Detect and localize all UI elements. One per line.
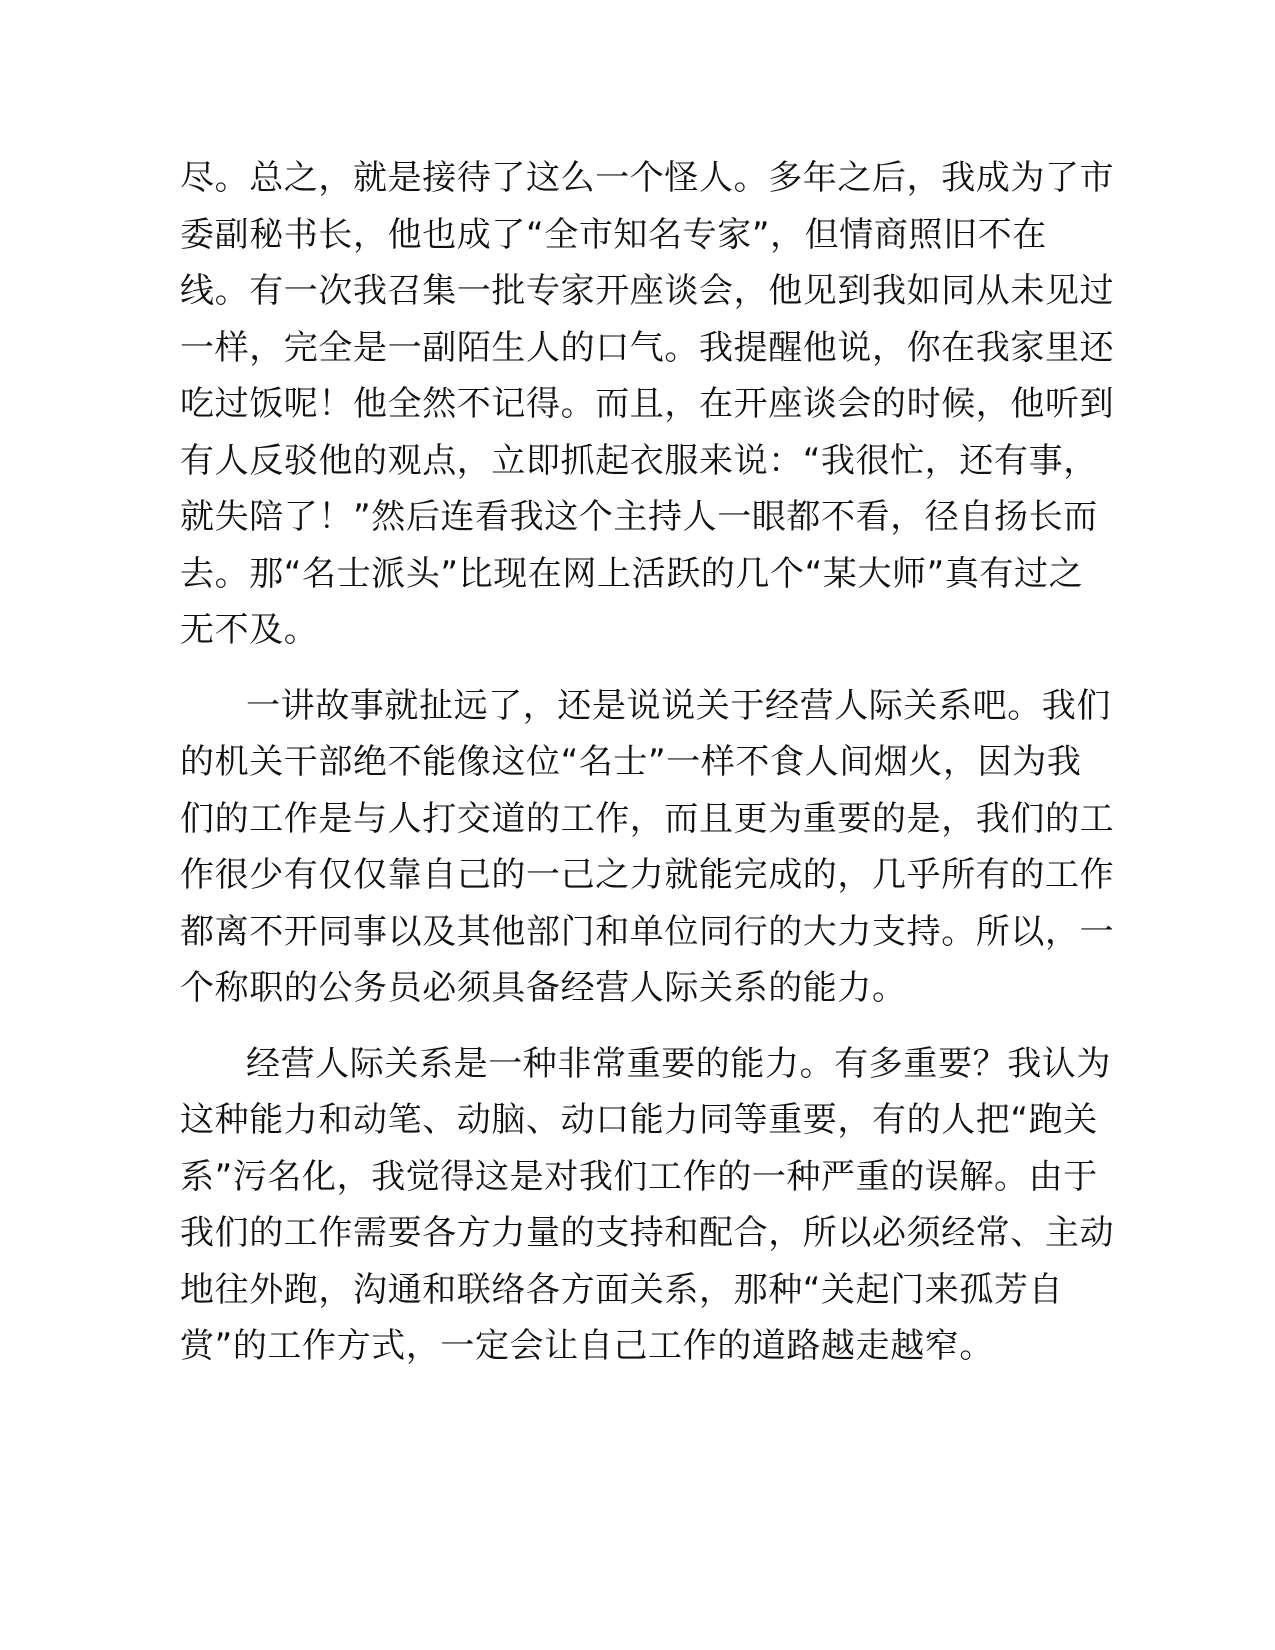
paragraph-line: 尽。总之，就是接待了这么一个怪人。多年之后，我成为了市 <box>180 158 1115 198</box>
paragraph-first-line: 经营人际关系是一种非常重要的能力。有多重要？我认为 <box>246 1043 1111 1084</box>
paragraph-1 <box>180 150 1115 659</box>
paragraph-spacer <box>180 659 1040 678</box>
paragraph-line: 的机关干部绝不能像这位“名士”一样不食人间烟火，因为我 <box>180 742 1082 782</box>
paragraph-line: 地往外跑，沟通和联络各方面关系，那种“关起门来孤芳自 <box>180 1269 1064 1310</box>
paragraph-line: 个称职的公务员必须具备经营人际关系的能力。 <box>180 968 907 1008</box>
paragraph-spacer <box>180 1017 1040 1036</box>
paragraph-line: 我们的工作需要各方力量的支持和配合，所以必须经常、主动 <box>180 1213 1115 1253</box>
document-body <box>180 150 1115 1375</box>
paragraph-line: 这种能力和动笔、动脑、动口能力同等重要，有的人把“跑关 <box>180 1100 1098 1140</box>
paragraph-line: 作很少有仅仅靠自己的一己之力就能完成的，几乎所有的工作 <box>180 855 1115 895</box>
paragraph-line: 无不及。 <box>180 610 319 650</box>
paragraph-3 <box>180 1036 1115 1375</box>
paragraph-line: 去。那“名士派头”比现在网上活跃的几个“某大师”真有过之 <box>180 553 1084 594</box>
paragraph-2 <box>180 678 1115 1017</box>
paragraph-line: 有人反驳他的观点，立即抓起衣服来说：“我很忙，还有事， <box>180 440 1098 481</box>
paragraph-line: 系”污名化，我觉得这是对我们工作的一种严重的误解。由于 <box>180 1156 1098 1197</box>
paragraph-line: 线。有一次我召集一批专家开座谈会，他见到我如同从未见过 <box>180 271 1115 311</box>
paragraph-line: 委副秘书长，他也成了“全市知名专家”，但情商照旧不在 <box>180 214 1047 255</box>
paragraph-line: 赏”的工作方式，一定会让自己工作的道路越走越窄。 <box>180 1326 995 1366</box>
paragraph-line: 一样，完全是一副陌生人的口气。我提醒他说，你在我家里还 <box>180 327 1115 368</box>
paragraph-first-line: 一讲故事就扯远了，还是说说关于经营人际关系吧。我们 <box>246 685 1111 726</box>
paragraph-line: 就失陪了！”然后连看我这个主持人一眼都不看，径自扬长而 <box>180 497 1098 537</box>
paragraph-line: 们的工作是与人打交道的工作，而且更为重要的是，我们的工 <box>180 798 1115 839</box>
paragraph-line: 都离不开同事以及其他部门和单位同行的大力支持。所以，一 <box>180 911 1115 952</box>
paragraph-line: 吃过饭呢！他全然不记得。而且，在开座谈会的时候，他听到 <box>180 384 1115 424</box>
